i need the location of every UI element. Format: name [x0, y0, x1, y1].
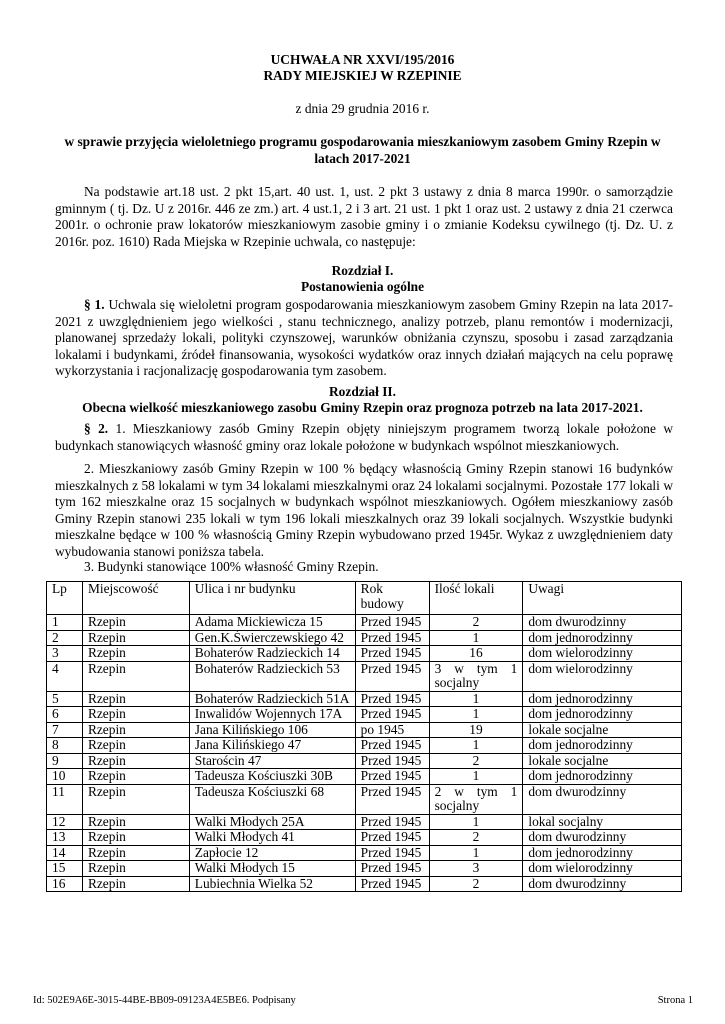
cell-town: Rzepin — [82, 814, 189, 830]
cell-street: Adama Mickiewicza 15 — [189, 615, 355, 631]
cell-street: Bohaterów Radzieckich 53 — [189, 661, 355, 691]
resolution-number: UCHWAŁA NR XXVI/195/2016 — [270, 52, 455, 67]
chapter-2-title: Obecna wielkość mieszkaniowego zasobu Gminy Rzepin oraz prognoza potrzeb na lata 2017-2021. — [82, 400, 643, 415]
cell-year: Przed 1945 — [355, 738, 429, 754]
chapter-2-number: Rozdział II. — [329, 384, 396, 399]
cell-notes: dom jednorodzinny — [523, 738, 682, 754]
table-row — [47, 646, 682, 662]
cell-units: 2 — [429, 753, 523, 769]
cell-units: 1 — [429, 845, 523, 861]
cell-units: 16 — [429, 646, 523, 662]
header-town: Miejscowość — [82, 582, 189, 615]
cell-units: 2 — [429, 876, 523, 892]
cell-town: Rzepin — [82, 845, 189, 861]
table-row — [47, 722, 682, 738]
cell-notes: dom dwurodzinny — [523, 876, 682, 892]
cell-street: Tadeusza Kościuszki 68 — [189, 784, 355, 814]
cell-street: Lubiechnia Wielka 52 — [189, 876, 355, 892]
header-street: Ulica i nr budynku — [189, 582, 355, 615]
cell-notes: dom jednorodzinny — [523, 769, 682, 785]
cell-town: Rzepin — [82, 738, 189, 754]
cell-units: 2 w tym 1 socjalny — [429, 784, 523, 814]
cell-notes: dom wielorodzinny — [523, 861, 682, 877]
paragraph-2-point-2: 2. Mieszkaniowy zasób Gminy Rzepin w 100 % będący własnością Gminy Rzepin stanowi 16 budynków mieszkalnych z 58 lokalami w tym 34 lokalami mieszkalnymi oraz 24 lokalami socjalnymi. Pozostałe 177 lokali w tym 162 mieszkalne oraz 15 socjalnych w budynkach wspólnot mieszkaniowych. Ogółem mieszkaniowy zasób Gminy Rzepin stanowi 235 lokali w tym 196 lokali mieszkalnych oraz 39 lokali socjalnych. Wszystkie budynki mieszkalne będące w 100 % własnością Gminy Rzepin wybudowano przed 1945r. Wykaz z uwzględnieniem daty wybudowania stanowi poniższa tabela. — [55, 461, 673, 559]
table-row — [47, 661, 682, 691]
cell-lp: 12 — [47, 814, 83, 830]
resolution-date: z dnia 29 grudnia 2016 r. — [295, 101, 430, 116]
cell-units: 1 — [429, 769, 523, 785]
cell-lp: 7 — [47, 722, 83, 738]
paragraph-2-point-1 — [55, 421, 673, 454]
cell-notes: dom jednorodzinny — [523, 691, 682, 707]
paragraph-2-point-3: 3. Budynki stanowiące 100% własność Gminy Rzepin. — [84, 559, 379, 574]
cell-units: 1 — [429, 814, 523, 830]
cell-lp: 13 — [47, 830, 83, 846]
cell-lp: 16 — [47, 876, 83, 892]
cell-town: Rzepin — [82, 861, 189, 877]
cell-notes: lokale socjalne — [523, 753, 682, 769]
cell-notes: dom jednorodzinny — [523, 845, 682, 861]
page-number: Strona 1 — [657, 995, 693, 1006]
cell-lp: 10 — [47, 769, 83, 785]
cell-year: Przed 1945 — [355, 769, 429, 785]
cell-street: Jana Kilińskiego 106 — [189, 722, 355, 738]
cell-year: Przed 1945 — [355, 753, 429, 769]
header-notes: Uwagi — [523, 582, 682, 615]
table-row — [47, 769, 682, 785]
cell-lp: 3 — [47, 646, 83, 662]
cell-town: Rzepin — [82, 615, 189, 631]
cell-town: Rzepin — [82, 661, 189, 691]
cell-town: Rzepin — [82, 769, 189, 785]
cell-notes: dom dwurodzinny — [523, 615, 682, 631]
cell-street: Starościn 47 — [189, 753, 355, 769]
cell-units: 2 — [429, 830, 523, 846]
cell-units: 1 — [429, 707, 523, 723]
table-row — [47, 738, 682, 754]
cell-town: Rzepin — [82, 830, 189, 846]
cell-units: 2 — [429, 615, 523, 631]
cell-street: Jana Kilińskiego 47 — [189, 738, 355, 754]
header-lp: Lp — [47, 582, 83, 615]
table-row — [47, 876, 682, 892]
cell-town: Rzepin — [82, 691, 189, 707]
table-row — [47, 861, 682, 877]
cell-year: Przed 1945 — [355, 646, 429, 662]
cell-notes: dom jednorodzinny — [523, 630, 682, 646]
cell-notes: dom dwurodzinny — [523, 784, 682, 814]
header-year: Rok budowy — [355, 582, 429, 615]
cell-street: Bohaterów Radzieckich 51A — [189, 691, 355, 707]
cell-lp: 8 — [47, 738, 83, 754]
cell-year: Przed 1945 — [355, 661, 429, 691]
cell-year: Przed 1945 — [355, 861, 429, 877]
cell-lp: 6 — [47, 707, 83, 723]
council-name: RADY MIEJSKIEJ W RZEPINIE — [263, 68, 462, 83]
cell-lp: 2 — [47, 630, 83, 646]
cell-lp: 1 — [47, 615, 83, 631]
chapter-1-title: Postanowienia ogólne — [300, 279, 425, 294]
cell-street: Gen.K.Świerczewskiego 42 — [189, 630, 355, 646]
table-row — [47, 615, 682, 631]
table-row — [47, 630, 682, 646]
cell-street: Walki Młodych 41 — [189, 830, 355, 846]
cell-year: Przed 1945 — [355, 707, 429, 723]
cell-year: Przed 1945 — [355, 830, 429, 846]
cell-year: Przed 1945 — [355, 630, 429, 646]
table-row — [47, 814, 682, 830]
cell-notes: lokale socjalne — [523, 722, 682, 738]
table-row — [47, 845, 682, 861]
table-header-row — [47, 582, 682, 615]
cell-year: Przed 1945 — [355, 784, 429, 814]
cell-notes: dom wielorodzinny — [523, 661, 682, 691]
cell-town: Rzepin — [82, 722, 189, 738]
table-row — [47, 707, 682, 723]
cell-lp: 14 — [47, 845, 83, 861]
cell-street: Walki Młodych 25A — [189, 814, 355, 830]
buildings-table — [46, 581, 682, 892]
cell-lp: 4 — [47, 661, 83, 691]
cell-units: 1 — [429, 691, 523, 707]
cell-lp: 11 — [47, 784, 83, 814]
resolution-subject: w sprawie przyjęcia wieloletniego programu gospodarowania mieszkaniowym zasobem Gminy Rzepin w latach 2017-2021 — [64, 134, 661, 166]
header-units: Ilość lokali — [429, 582, 523, 615]
cell-notes: lokal socjalny — [523, 814, 682, 830]
cell-year: Przed 1945 — [355, 876, 429, 892]
paragraph-2-point-1-text: 1. Mieszkaniowy zasób Gminy Rzepin objęty niniejszym programem tworzą lokale położone w budynkach stanowiących własność gminy oraz lokale położone w budynkach wspólnot mieszkaniowych. — [55, 421, 673, 453]
cell-street: Inwalidów Wojennych 17A — [189, 707, 355, 723]
cell-town: Rzepin — [82, 630, 189, 646]
cell-units: 19 — [429, 722, 523, 738]
table-row — [47, 753, 682, 769]
cell-notes: dom dwurodzinny — [523, 830, 682, 846]
paragraph-1-mark: § 1. — [84, 297, 105, 312]
cell-year: Przed 1945 — [355, 814, 429, 830]
cell-units: 3 w tym 1 socjalny — [429, 661, 523, 691]
cell-units: 1 — [429, 738, 523, 754]
preamble: Na podstawie art.18 ust. 2 pkt 15,art. 40 ust. 1, ust. 2 pkt 3 ustawy z dnia 8 marca 1990r. o samorządzie gminnym ( tj. Dz. U z 2016r. 446 ze zm.) art. 4 ust.1, 2 i 3 art. 21 ust. 1 pkt 1 oraz ust. 2 ustawy z dnia 21 czerwca 2001r. o ochronie praw lokatorów mieszkaniowym zasobie gminy i o zmianie Kodeksu cywilnego (tj. Dz. U. z 2016r. poz. 1610) Rada Miejska w Rzepinie uchwala, co następuje: — [55, 184, 673, 249]
cell-town: Rzepin — [82, 784, 189, 814]
table-row — [47, 830, 682, 846]
document-id-footer: Id: 502E9A6E-3015-44BE-BB09-09123A4E5BE6. Podpisany — [33, 995, 296, 1006]
cell-street: Tadeusza Kościuszki 30B — [189, 769, 355, 785]
chapter-1-number: Rozdział I. — [331, 263, 394, 278]
cell-year: po 1945 — [355, 722, 429, 738]
cell-units: 1 — [429, 630, 523, 646]
cell-street: Zapłocie 12 — [189, 845, 355, 861]
paragraph-1-text: Uchwala się wieloletni program gospodarowania mieszkaniowym zasobem Gminy Rzepin na lata 2017-2021 z uwzględnieniem jego wielkości , stanu technicznego, analizy potrzeb, planu remontów i modernizacji, planowanej sprzedaży lokali, polityki czynszowej, warunków obniżania czynszu, sposobu i zasad zarządzania lokalami i budynkami, źródeł finansowania, wysokości wydatków oraz innych działań mających na celu poprawę wykorzystania i racjonalizację gospodarowania tym zasobem. — [55, 297, 674, 378]
cell-year: Przed 1945 — [355, 691, 429, 707]
cell-town: Rzepin — [82, 876, 189, 892]
cell-town: Rzepin — [82, 646, 189, 662]
cell-notes: dom jednorodzinny — [523, 707, 682, 723]
cell-lp: 9 — [47, 753, 83, 769]
cell-lp: 5 — [47, 691, 83, 707]
cell-street: Bohaterów Radzieckich 14 — [189, 646, 355, 662]
cell-town: Rzepin — [82, 707, 189, 723]
cell-lp: 15 — [47, 861, 83, 877]
paragraph-2-mark: § 2. — [84, 421, 109, 436]
cell-notes: dom wielorodzinny — [523, 646, 682, 662]
paragraph-1 — [55, 297, 673, 380]
cell-units: 3 — [429, 861, 523, 877]
table-row — [47, 784, 682, 814]
cell-year: Przed 1945 — [355, 615, 429, 631]
cell-town: Rzepin — [82, 753, 189, 769]
cell-year: Przed 1945 — [355, 845, 429, 861]
cell-street: Walki Młodych 15 — [189, 861, 355, 877]
table-row — [47, 691, 682, 707]
